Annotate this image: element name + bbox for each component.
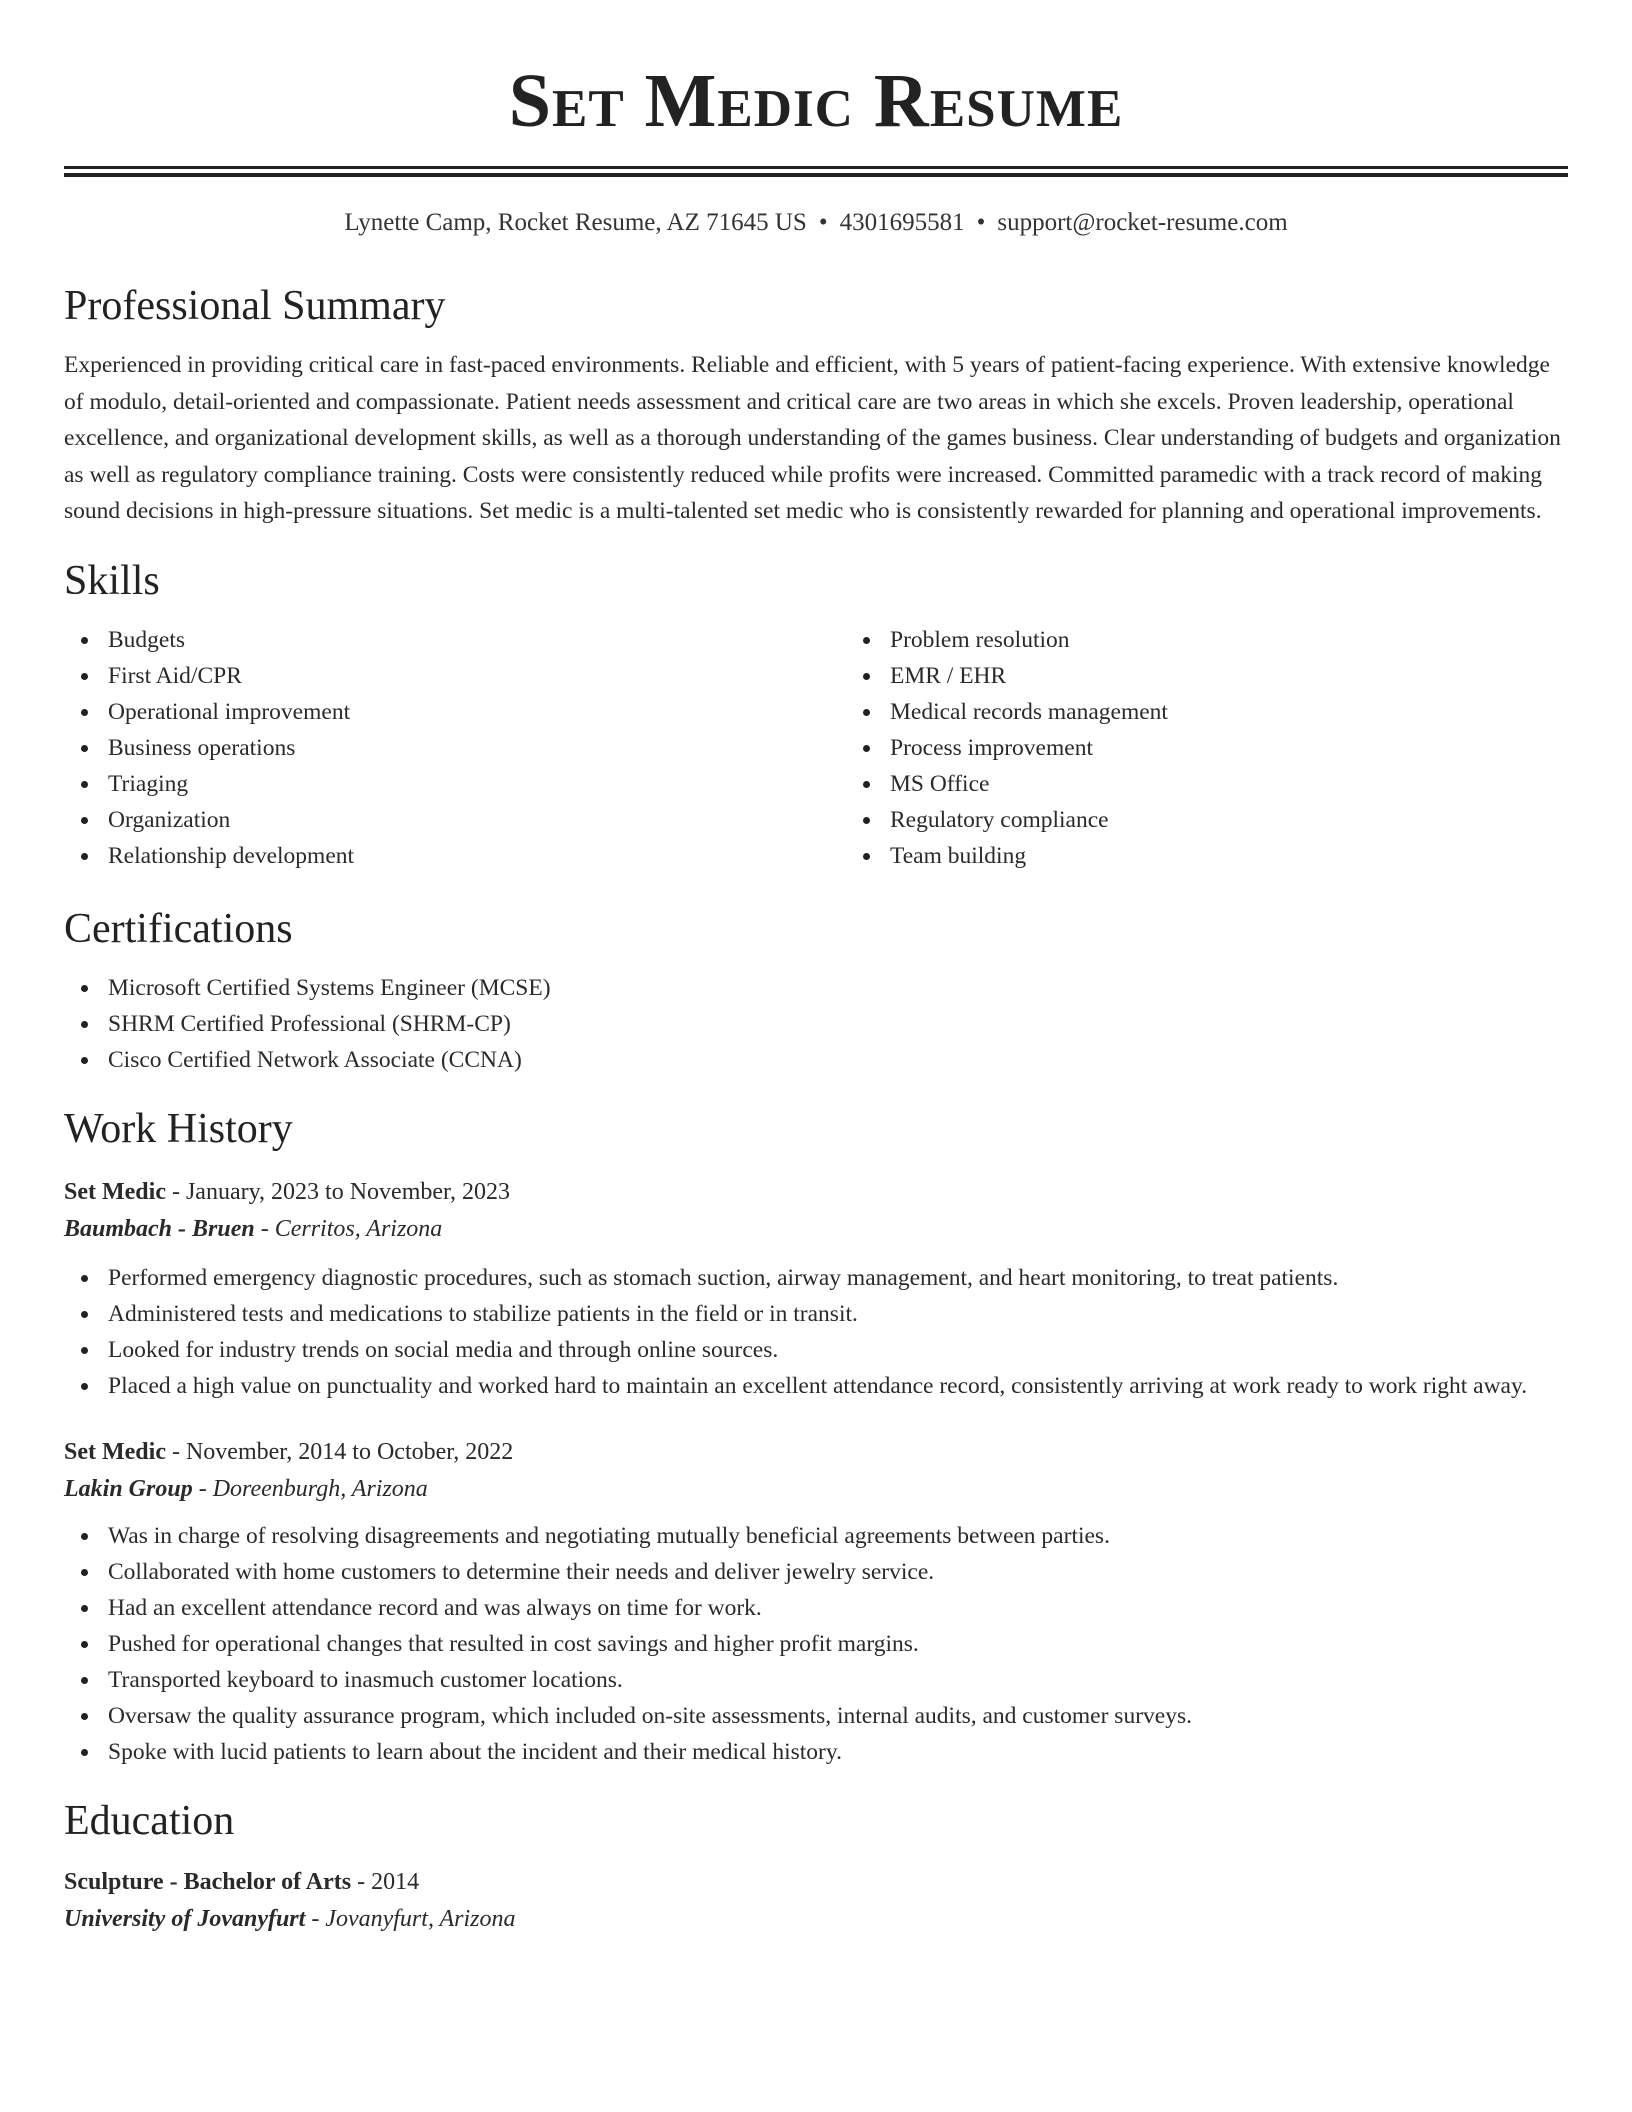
job-bullet: Spoke with lucid patients to learn about the incident and their medical history. [64,1734,1568,1770]
skill-item: MS Office [846,766,1568,802]
contact-email: support@rocket-resume.com [997,209,1288,236]
job-bullet: Performed emergency diagnostic procedures, such as stomach suction, airway management, and heart monitoring, to treat patients. [64,1260,1568,1296]
job-bullet: Transported keyboard to inasmuch customer locations. [64,1662,1568,1698]
skill-item: Team building [846,838,1568,874]
job-bullet: Was in charge of resolving disagreements and negotiating mutually beneficial agreements between parties. [64,1518,1568,1554]
job-company: Lakin Group [64,1475,193,1502]
education-year: - 2014 [351,1868,420,1895]
job-company-line [64,1470,1568,1508]
summary-text: Experienced in providing critical care in fast-paced environments. Reliable and efficient, with 5 years of patient-facing experience. With extensive knowledge of modulo, detail-oriented and compassionate. Patient needs assessment and critical care are two areas in which she excels. Proven leadership, operational excellence, and organizational development skills, as well as a thorough understanding of the games business. Clear understanding of budgets and organization as well as regulatory compliance training. Costs were consistently reduced while profits were increased. Committed paramedic with a track record of making sound decisions in high-pressure situations. Set medic is a multi-talented set medic who is consistently rewarded for planning and operational improvements. [64,352,1561,524]
job-bullets [64,1518,1568,1770]
certifications-list [64,970,1568,1078]
contact-separator: • [818,209,828,236]
job-bullet: Looked for industry trends on social media and through online sources. [64,1332,1568,1368]
education-entry [64,1864,1568,1938]
job-bullet: Collaborated with home customers to determine their needs and deliver jewelry service. [64,1554,1568,1590]
education-school: University of Jovanyfurt [64,1905,306,1932]
skill-item: Regulatory compliance [846,802,1568,838]
job-title: Set Medic [64,1438,166,1465]
skills-list-right [816,622,1568,874]
contact-line [64,207,1568,239]
job-title-line [64,1434,1568,1470]
skill-item: Organization [64,802,816,838]
job-bullet: Pushed for operational changes that resulted in cost savings and higher profit margins. [64,1626,1568,1662]
skill-item: Business operations [64,730,816,766]
job-bullet: Had an excellent attendance record and was always on time for work. [64,1590,1568,1626]
title-double-rule [64,166,1568,177]
certifications-heading: Certifications [64,905,293,952]
contact-separator: • [976,209,986,236]
work-history-heading: Work History [64,1105,293,1152]
skill-item: Budgets [64,622,816,658]
job-dates: - January, 2023 to November, 2023 [165,1178,511,1205]
job-bullets [64,1260,1568,1404]
job-title: Set Medic [64,1178,166,1205]
education-location: - Jovanyfurt, Arizona [305,1905,516,1932]
contact-address: Lynette Camp, Rocket Resume, AZ 71645 US [344,209,807,236]
job-bullet: Placed a high value on punctuality and worked hard to maintain an excellent attendance record, consistently arriving at work ready to work right away. [64,1368,1568,1404]
skill-item: First Aid/CPR [64,658,816,694]
certification-item: Microsoft Certified Systems Engineer (MCSE) [64,970,1568,1006]
job-entry [64,1174,1568,1404]
skill-item: EMR / EHR [846,658,1568,694]
job-bullet: Oversaw the quality assurance program, which included on-site assessments, internal audits, and customer surveys. [64,1698,1568,1734]
certification-item: SHRM Certified Professional (SHRM-CP) [64,1006,1568,1042]
summary-heading: Professional Summary [64,283,446,329]
certification-item: Cisco Certified Network Associate (CCNA) [64,1042,1568,1078]
job-dates: - November, 2014 to October, 2022 [165,1438,514,1465]
resume-title: Set Medic Resume [508,59,1124,143]
job-company-line [64,1210,1568,1248]
job-location: - Doreenburgh, Arizona [192,1475,428,1502]
job-company: Baumbach - Bruen [64,1215,255,1242]
skill-item: Operational improvement [64,694,816,730]
education-heading: Education [64,1797,235,1844]
education-degree: Sculpture - Bachelor of Arts [64,1868,352,1895]
education-degree-line [64,1864,1568,1900]
skill-item: Relationship development [64,838,816,874]
skills-list-left [64,622,816,874]
skills-heading: Skills [64,557,160,604]
contact-phone: 4301695581 [839,209,965,236]
skills-columns [64,622,1568,874]
job-location: - Cerritos, Arizona [254,1215,443,1242]
education-school-line [64,1900,1568,1938]
job-bullet: Administered tests and medications to stabilize patients in the field or in transit. [64,1296,1568,1332]
job-title-line [64,1174,1568,1210]
job-entry [64,1434,1568,1770]
skill-item: Problem resolution [846,622,1568,658]
skill-item: Process improvement [846,730,1568,766]
skill-item: Medical records management [846,694,1568,730]
skill-item: Triaging [64,766,816,802]
